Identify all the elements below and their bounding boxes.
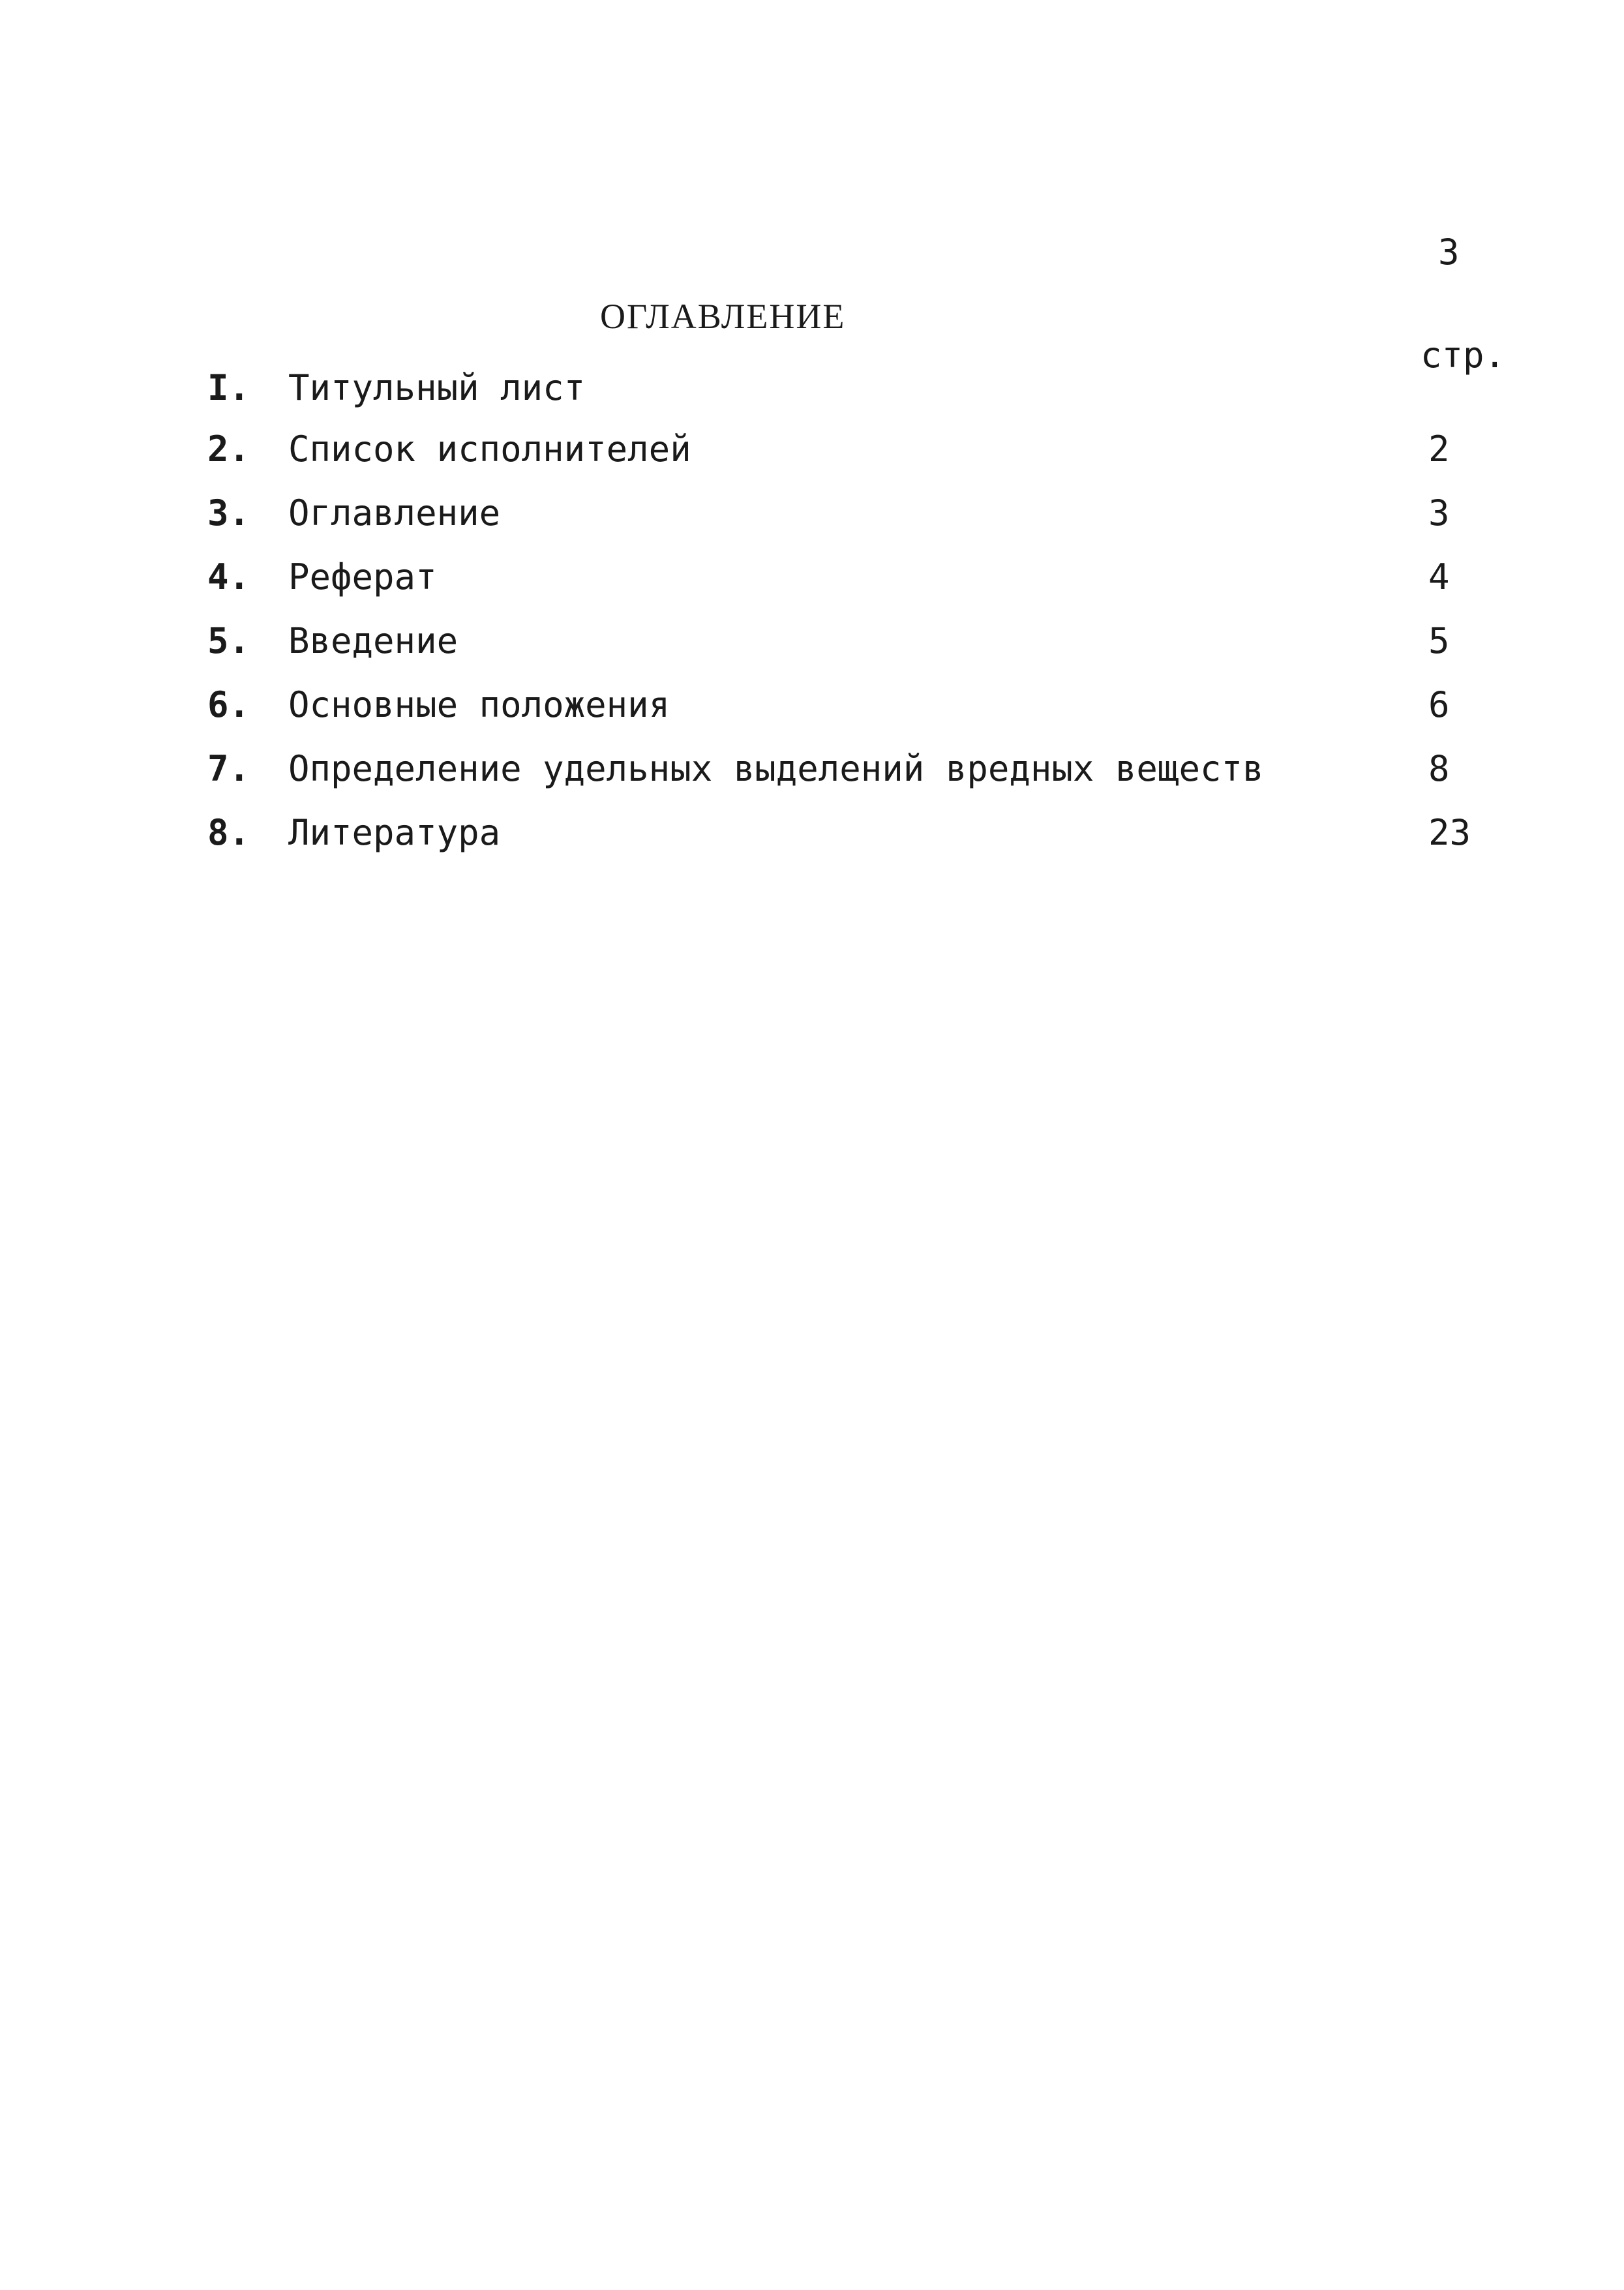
toc-row <box>0 748 1624 797</box>
toc-row <box>0 492 1624 541</box>
toc-item-number: 5. <box>207 620 250 661</box>
toc-item-page: 6 <box>1428 684 1450 725</box>
toc-item-number: 4. <box>207 556 250 597</box>
toc-row <box>0 684 1624 733</box>
toc-item-page: 8 <box>1428 748 1450 789</box>
toc-item-title: Основные положения <box>288 684 670 725</box>
toc-item-title: Список исполнителей <box>288 429 691 470</box>
toc-row <box>0 620 1624 669</box>
toc-item-number: 2. <box>207 429 250 470</box>
page-column-label: стр. <box>1421 335 1506 376</box>
page-number: 3 <box>1438 232 1460 273</box>
toc-item-title: Титульный лист <box>288 367 586 408</box>
toc-item-page: 4 <box>1428 556 1450 597</box>
toc-item-number: 8. <box>207 812 250 853</box>
toc-row <box>0 367 1624 416</box>
page-title: ОГЛАВЛЕНИЕ <box>600 297 846 336</box>
toc-item-page: 3 <box>1428 492 1450 534</box>
toc-item-title: Литература <box>288 812 501 853</box>
toc-item-title: Введение <box>288 620 459 661</box>
toc-item-title: Определение удельных выделений вредных веществ <box>288 748 1264 789</box>
toc-item-number: 3. <box>207 492 250 534</box>
toc-item-title: Реферат <box>288 556 437 597</box>
toc-row <box>0 812 1624 861</box>
toc-item-page: 5 <box>1428 620 1450 661</box>
toc-row <box>0 429 1624 477</box>
toc-item-title: Оглавление <box>288 492 501 534</box>
toc-row <box>0 556 1624 605</box>
toc-item-number: I. <box>207 367 250 408</box>
toc-item-page: 23 <box>1428 812 1471 853</box>
toc-item-number: 7. <box>207 748 250 789</box>
toc-item-number: 6. <box>207 684 250 725</box>
toc-item-page: 2 <box>1428 429 1450 470</box>
